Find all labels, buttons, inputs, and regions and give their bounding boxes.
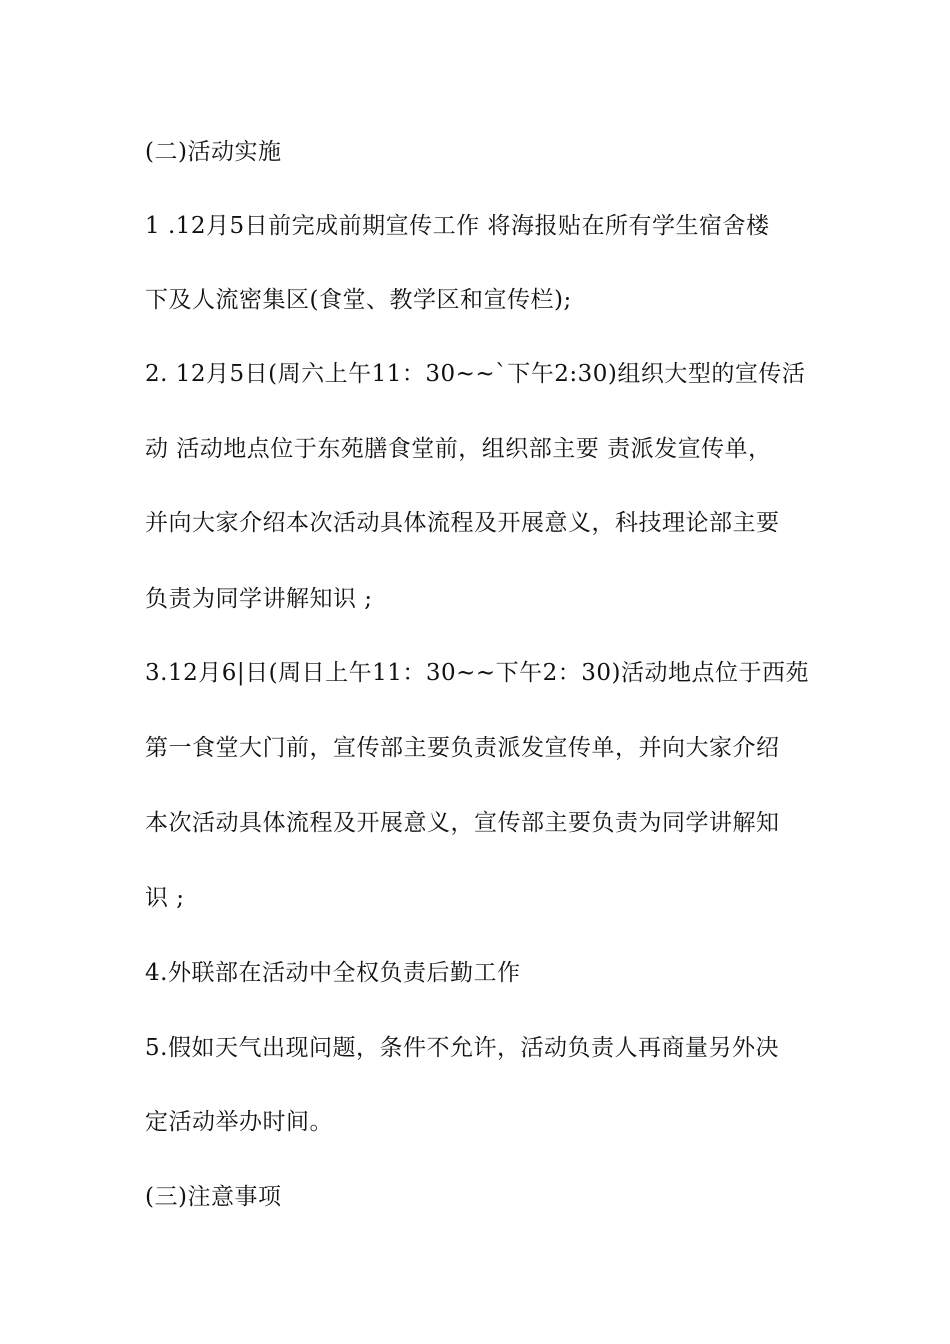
item-2-line-2: 动 活动地点位于东苑膳食堂前，组织部主要 责派发宣传单， [145,436,772,462]
item-4-line-1: 4.外联部在活动中全权负责后勤工作 [145,960,521,986]
item-2-line-3: 并向大家介绍本次活动具体流程及开展意义，科技理论部主要 [145,510,780,536]
item-2-line-1: 2. 12月5日(周六上午11：30~~`下午2:30)组织大型的宣传活 [145,361,806,387]
item-5-line-1: 5.假如天气出现问题，条件不允许，活动负责人再商量另外决 [145,1035,779,1061]
item-2-line-4: 负责为同学讲解知识 ; [145,586,373,612]
item-5-line-2: 定活动举办时间。 [145,1109,333,1135]
section-heading-implementation: (二)活动实施 [145,139,282,165]
item-3-line-2: 第一食堂大门前，宣传部主要负责派发宣传单，并向大家介绍 [145,735,780,761]
item-1-line-1: 1 .12月5日前完成前期宣传工作 将海报贴在所有学生宿舍楼 [145,213,770,239]
section-heading-notes: (三)注意事项 [145,1184,282,1210]
item-3-line-3: 本次活动具体流程及开展意义，宣传部主要负责为同学讲解知 [145,810,780,836]
item-3-line-1: 3.12月6|日(周日上午11：30~~下午2：30)活动地点位于西苑 [145,660,810,686]
item-3-line-4: 识 ; [145,885,185,911]
item-1-line-2: 下及人流密集区(食堂、教学区和宣传栏); [145,287,572,313]
